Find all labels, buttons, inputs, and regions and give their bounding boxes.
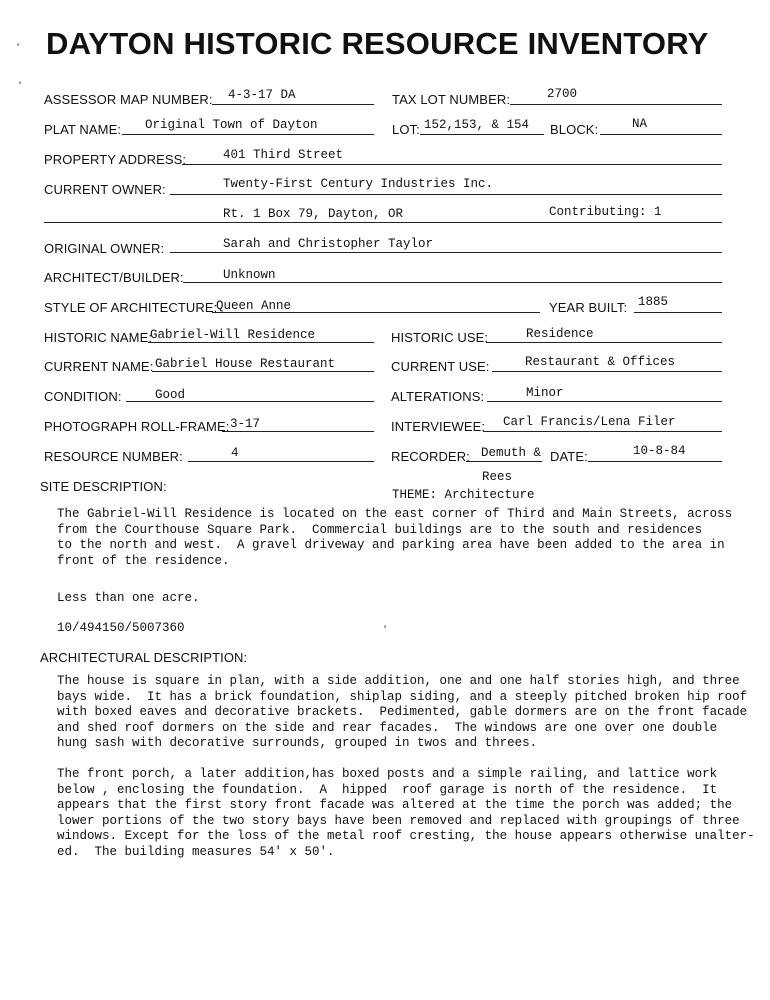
interviewee-label: INTERVIEWEE: (391, 419, 486, 434)
original-owner-line (170, 252, 722, 253)
current-owner-value: Twenty-First Century Industries Inc. (223, 177, 494, 191)
contributing-value: Contributing: 1 (549, 205, 662, 219)
resource-number-label: RESOURCE NUMBER: (44, 449, 183, 464)
alterations-label: ALTERATIONS: (391, 389, 485, 404)
current-use-line (492, 371, 722, 372)
date-value: 10-8-84 (633, 444, 686, 458)
architectural-description-paragraph-2: The front porch, a later addition,has boxed posts and a simple railing, and lattice work below , enclosing the foundation. A hipped roof garage is north of the residence. It appears that the first story front facade was altered at the time the porch was added; the lower portions of the two story bays have been removed and replaced with groupings of three windows. Except for the loss of the metal roof cresting, the house appears otherwise unalter- ed. The building measures 54' x 50'. (57, 767, 755, 859)
year-built-label: YEAR BUILT: (549, 300, 628, 315)
site-utm-text: 10/494150/5007360 (57, 621, 185, 635)
recorder-value: Demuth & (481, 446, 542, 460)
site-description-text: The Gabriel-Will Residence is located on the east corner of Third and Main Streets, across from the Courthouse Square Park. Commercial buildings are to the south and residences to the north and west. A gravel driveway and parking area have been added to the area in front of the residence. (57, 507, 733, 568)
owner-address-line (44, 222, 722, 223)
current-use-label: CURRENT USE: (391, 359, 490, 374)
assessor-map-value: 4-3-17 DA (228, 88, 296, 102)
current-name-line (152, 371, 374, 372)
original-owner-label: ORIGINAL OWNER: (44, 241, 165, 256)
historic-name-line (148, 342, 374, 343)
plat-name-line (122, 134, 374, 135)
resource-number-value: 4 (231, 446, 239, 460)
site-acreage-text: Less than one acre. (57, 591, 200, 605)
condition-value: Good (155, 388, 186, 402)
current-owner-label: CURRENT OWNER: (44, 182, 166, 197)
historic-use-line (486, 342, 722, 343)
architectural-description-label: ARCHITECTURAL DESCRIPTION: (40, 650, 248, 665)
lot-line (420, 134, 544, 135)
current-owner-line (170, 194, 722, 195)
site-description-label: SITE DESCRIPTION: (40, 479, 167, 494)
plat-name-value: Original Town of Dayton (145, 118, 318, 132)
current-name-label: CURRENT NAME: (44, 359, 154, 374)
alterations-value: Minor (526, 386, 564, 400)
style-value: Queen Anne (216, 299, 292, 313)
recorder-continued-value: Rees (482, 470, 513, 484)
alterations-line (487, 401, 722, 402)
architectural-description-paragraph-1: The house is square in plan, with a side addition, one and one half stories high, and three bays wide. It has a brick foundation, shiplap siding, and a steeply pitched broken hip roof with boxed eaves and decorative brackets. Pedimented, gable dormers are on the front facade and shed roof dormers on the side and rear facades. The windows are one over one double hung sash with decorative surrounds, grouped in twos and threes. (57, 674, 748, 751)
recorder-line (466, 461, 542, 462)
recorder-label: RECORDER: (391, 449, 470, 464)
tax-lot-value: 2700 (547, 87, 578, 101)
property-address-label: PROPERTY ADDRESS: (44, 152, 187, 167)
stray-mark: ' (17, 42, 20, 54)
tax-lot-line (510, 104, 722, 105)
stray-mark: ' (19, 80, 22, 92)
interviewee-value: Carl Francis/Lena Filer (503, 415, 676, 429)
year-built-value: 1885 (638, 295, 669, 309)
current-name-value: Gabriel House Restaurant (155, 357, 336, 371)
year-built-line (634, 312, 722, 313)
historic-use-label: HISTORIC USE: (391, 330, 489, 345)
historic-name-label: HISTORIC NAME: (44, 330, 153, 345)
tax-lot-label: TAX LOT NUMBER: (392, 92, 511, 107)
historic-name-value: Gabriel-Will Residence (150, 328, 316, 342)
photo-roll-value: 3-17 (230, 417, 261, 431)
property-address-value: 401 Third Street (223, 148, 344, 162)
original-owner-value: Sarah and Christopher Taylor (223, 237, 434, 251)
block-line (600, 134, 722, 135)
lot-label: LOT: (392, 122, 420, 137)
theme-value: THEME: Architecture (392, 488, 535, 502)
photo-roll-label: PHOTOGRAPH ROLL-FRAME: (44, 419, 230, 434)
assessor-map-line (212, 104, 374, 105)
photo-roll-line (222, 431, 374, 432)
stray-mark: ' (384, 624, 387, 636)
assessor-map-label: ASSESSOR MAP NUMBER: (44, 92, 213, 107)
architect-value: Unknown (223, 268, 276, 282)
architect-line (183, 282, 722, 283)
date-label: DATE: (550, 449, 588, 464)
lot-value: 152,153, & 154 (424, 118, 530, 132)
interviewee-line (483, 431, 722, 432)
architect-label: ARCHITECT/BUILDER: (44, 270, 184, 285)
current-use-value: Restaurant & Offices (525, 355, 676, 369)
historic-use-value: Residence (526, 327, 594, 341)
resource-number-line (188, 461, 374, 462)
block-value: NA (632, 117, 648, 131)
owner-address-value: Rt. 1 Box 79, Dayton, OR (223, 207, 404, 221)
plat-name-label: PLAT NAME: (44, 122, 122, 137)
date-line (588, 461, 722, 462)
block-label: BLOCK: (550, 122, 599, 137)
style-label: STYLE OF ARCHITECTURE: (44, 300, 218, 315)
form-title: DAYTON HISTORIC RESOURCE INVENTORY (46, 26, 709, 61)
property-address-line (182, 164, 722, 165)
condition-label: CONDITION: (44, 389, 122, 404)
